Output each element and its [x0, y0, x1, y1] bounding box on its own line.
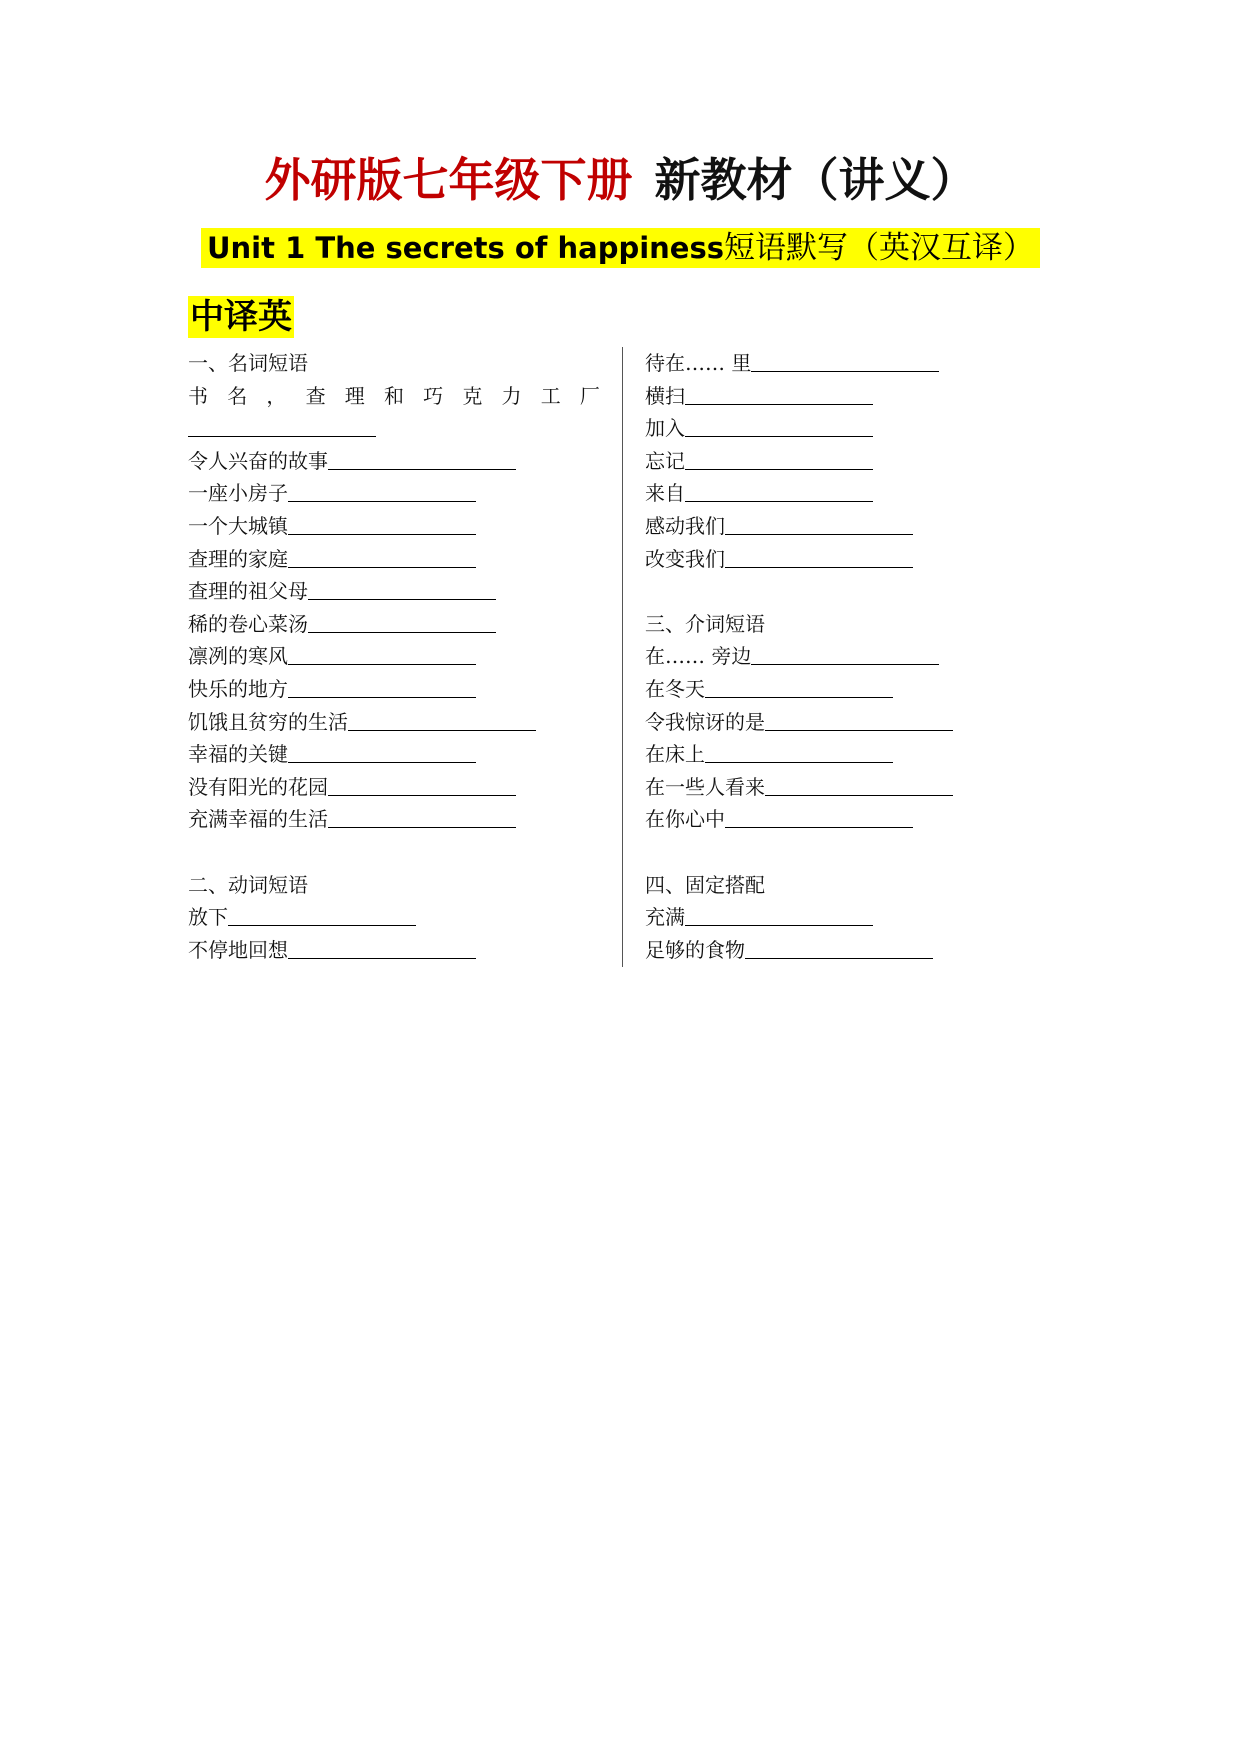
item-prompt: 足够的食物	[645, 937, 745, 962]
list-item	[645, 445, 1065, 478]
answer-blank[interactable]	[685, 414, 873, 437]
book-char: 查	[305, 383, 326, 408]
answer-blank[interactable]	[725, 545, 913, 568]
book-char: ，	[266, 383, 287, 408]
list-item	[645, 901, 1065, 934]
list-item	[645, 543, 1065, 576]
list-item	[645, 934, 1065, 967]
item-prompt: 改变我们	[645, 546, 725, 571]
book-title-answer-line	[188, 412, 600, 445]
title-red-part: 外研版七年级下册	[264, 153, 633, 207]
item-prompt: 来自	[645, 481, 685, 506]
answer-blank[interactable]	[288, 545, 476, 568]
book-char: 名	[227, 383, 248, 408]
list-item	[188, 543, 600, 576]
subtitle-row	[0, 228, 1241, 273]
list-item	[188, 673, 600, 706]
list-item	[645, 380, 1065, 413]
answer-blank[interactable]	[328, 805, 516, 828]
item-prompt: 快乐的地方	[188, 676, 288, 701]
answer-blank[interactable]	[328, 773, 516, 796]
list-item	[645, 771, 1065, 804]
list-item	[645, 412, 1065, 445]
fixed-phrase-heading: 四、固定搭配	[645, 872, 765, 897]
book-char: 工	[540, 383, 561, 408]
book-char: 巧	[423, 383, 444, 408]
list-item	[645, 640, 1065, 673]
answer-blank[interactable]	[348, 708, 536, 731]
item-prompt: 没有阳光的花园	[188, 774, 328, 799]
answer-blank[interactable]	[751, 349, 939, 372]
answer-blank[interactable]	[765, 773, 953, 796]
list-item	[645, 477, 1065, 510]
book-char: 和	[383, 383, 404, 408]
answer-blank[interactable]	[288, 512, 476, 535]
item-prompt: 一个大城镇	[188, 513, 288, 538]
list-item	[645, 706, 1065, 739]
spacer	[645, 575, 1065, 608]
list-item	[188, 934, 600, 967]
book-char: 厂	[579, 383, 600, 408]
prep-phrase-heading: 三、介词短语	[645, 611, 765, 636]
subtitle-english: Unit 1 The secrets of happiness	[206, 231, 724, 265]
item-prompt: 加入	[645, 416, 685, 441]
answer-blank[interactable]	[288, 479, 476, 502]
list-item	[645, 673, 1065, 706]
book-char: 力	[501, 383, 522, 408]
subtitle-chinese: 短语默写（英汉互译）	[724, 230, 1034, 266]
item-prompt: 令我惊讶的是	[645, 709, 765, 734]
list-item	[645, 510, 1065, 543]
answer-blank[interactable]	[288, 740, 476, 763]
list-item	[188, 640, 600, 673]
left-column	[188, 347, 600, 966]
answer-blank[interactable]	[705, 740, 893, 763]
answer-blank[interactable]	[745, 936, 933, 959]
answer-blank[interactable]	[308, 577, 496, 600]
list-item	[188, 510, 600, 543]
item-prompt: 在你心中	[645, 807, 725, 832]
answer-blank[interactable]	[725, 805, 913, 828]
item-prompt: 在…… 旁边	[645, 644, 752, 669]
answer-blank[interactable]	[685, 447, 873, 470]
answer-blank[interactable]	[685, 479, 873, 502]
noun-phrase-heading: 一、名词短语	[188, 351, 308, 375]
list-item	[188, 738, 600, 771]
right-column	[645, 347, 1065, 966]
verb-phrase-heading: 二、动词短语	[188, 872, 308, 897]
answer-blank[interactable]	[288, 675, 476, 698]
item-prompt: 在一些人看来	[645, 774, 765, 799]
answer-blank[interactable]	[228, 903, 416, 926]
answer-blank[interactable]	[308, 610, 496, 633]
item-prompt: 在床上	[645, 742, 705, 767]
answer-blank[interactable]	[288, 642, 476, 665]
answer-blank[interactable]	[765, 708, 953, 731]
item-prompt: 不停地回想	[188, 937, 288, 962]
list-item	[188, 575, 600, 608]
item-prompt: 感动我们	[645, 513, 725, 538]
answer-blank[interactable]	[725, 512, 913, 535]
list-item	[645, 738, 1065, 771]
list-item	[188, 771, 600, 804]
item-prompt: 充满	[645, 905, 685, 930]
item-prompt: 横扫	[645, 383, 685, 408]
item-prompt: 令人兴奋的故事	[188, 448, 328, 473]
subtitle-highlight	[201, 228, 1040, 268]
list-item	[188, 803, 600, 836]
list-item	[645, 803, 1065, 836]
answer-blank[interactable]	[685, 382, 873, 405]
item-prompt: 凛冽的寒风	[188, 644, 288, 669]
title-black-part: 新教材（讲义）	[654, 153, 977, 207]
book-char: 理	[344, 383, 365, 408]
item-prompt: 饥饿且贫穷的生活	[188, 709, 348, 734]
book-char: 克	[462, 383, 483, 408]
list-item	[188, 706, 600, 739]
item-prompt: 在冬天	[645, 676, 705, 701]
list-item	[188, 445, 600, 478]
answer-blank[interactable]	[328, 447, 516, 470]
item-prompt: 充满幸福的生活	[188, 807, 328, 832]
spacer	[188, 836, 600, 869]
page-title	[0, 150, 1241, 210]
item-prompt: 查理的家庭	[188, 546, 288, 571]
list-item	[188, 477, 600, 510]
item-prompt: 幸福的关键	[188, 742, 288, 767]
item-prompt: 查理的祖父母	[188, 579, 308, 604]
answer-blank[interactable]	[188, 414, 376, 437]
item-prompt: 放下	[188, 905, 228, 930]
book-title-item	[188, 380, 600, 413]
answer-blank[interactable]	[288, 936, 476, 959]
item-prompt: 稀的卷心菜汤	[188, 611, 308, 636]
spacer	[645, 836, 1065, 869]
answer-blank[interactable]	[685, 903, 873, 926]
list-item	[645, 347, 1065, 380]
book-char: 书	[188, 383, 208, 408]
list-item	[188, 901, 600, 934]
column-divider	[622, 347, 623, 967]
answer-blank[interactable]	[705, 675, 893, 698]
item-prompt: 一座小房子	[188, 481, 288, 506]
item-prompt: 待在…… 里	[645, 351, 752, 375]
section-heading-cn-to-en: 中译英	[190, 297, 292, 337]
answer-blank[interactable]	[751, 642, 939, 665]
list-item	[188, 608, 600, 641]
item-prompt: 忘记	[645, 448, 685, 473]
